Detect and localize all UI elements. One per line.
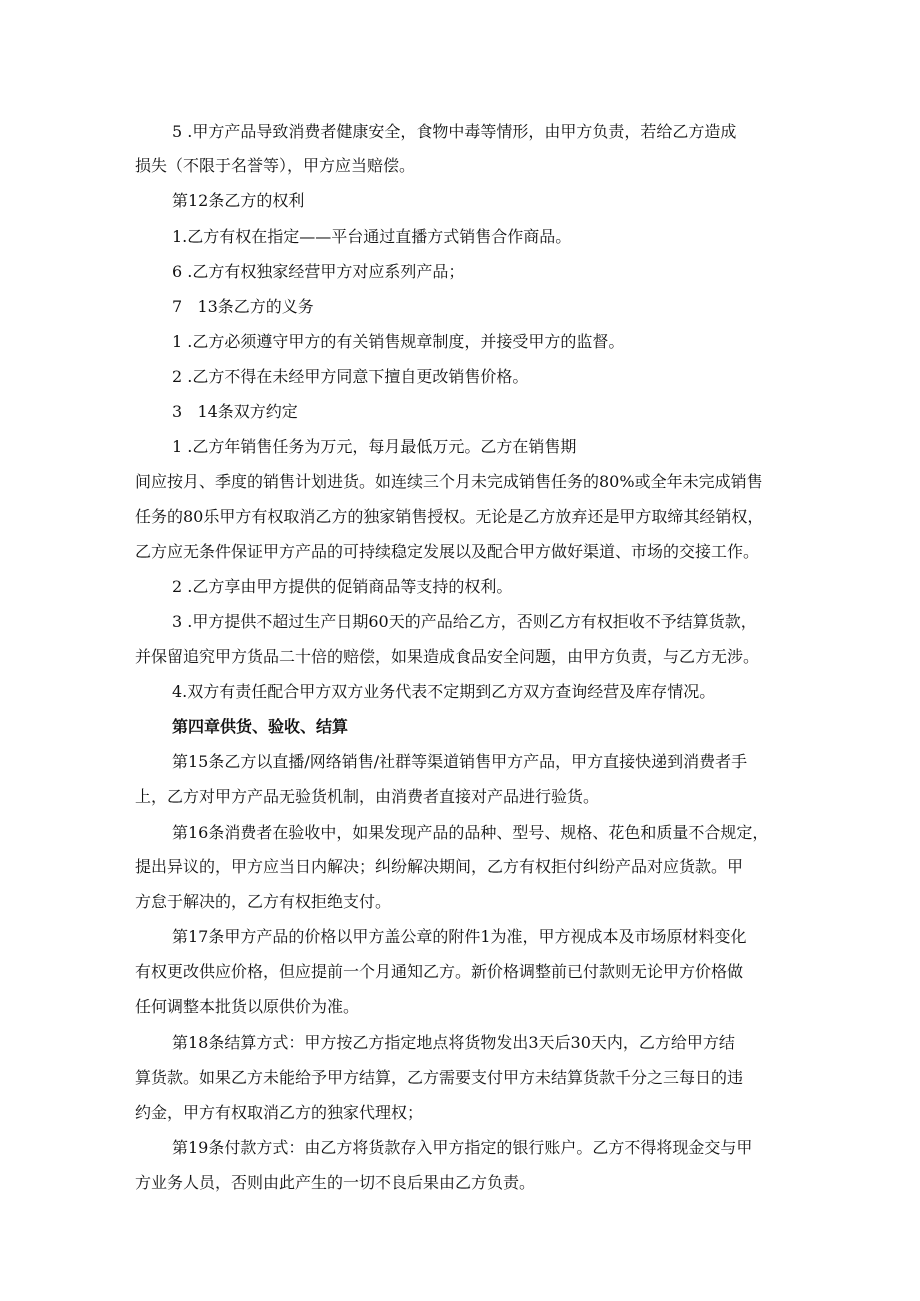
paragraph-line: 第15条乙方以直播/网络销售/社群等渠道销售甲方产品，甲方直接快递到消费者手 [172, 752, 748, 771]
paragraph-line: 2 .乙方不得在未经甲方同意下擅自更改销售价格。 [172, 367, 529, 386]
paragraph-line: 6 .乙方有权独家经营甲方对应系列产品； [172, 262, 465, 281]
paragraph-line: 1 .乙方必须遵守甲方的有关销售规章制度，并接受甲方的监督。 [172, 332, 625, 351]
paragraph-line: 损失（不限于名誉等），甲方应当赔偿。 [135, 156, 416, 175]
paragraph-line: 上，乙方对甲方产品无验货机制，由消费者直接对产品进行验货。 [135, 787, 600, 806]
paragraph-line: 第17条甲方产品的价格以甲方盖公章的附件1为准，甲方视成本及市场原材料变化 [172, 927, 747, 946]
paragraph-line: 并保留追究甲方货品二十倍的赔偿，如果造成食品安全问题，由甲方负责，与乙方无涉。 [135, 647, 760, 666]
paragraph-line: 第16条消费者在验收中，如果发现产品的品种、型号、规格、花色和质量不合规定， [172, 823, 769, 842]
paragraph-line: 有权更改供应价格，但应提前一个月通知乙方。新价格调整前已付款则无论甲方价格做 [135, 962, 744, 981]
paragraph-line: 任何调整本批货以原供价为准。 [135, 997, 360, 1016]
paragraph-line: 任务的80乐甲方有权取消乙方的独家销售授权。无论是乙方放弃还是甲方取缔其经销权， [135, 507, 764, 526]
paragraph-line: 方怠于解决的，乙方有权拒绝支付。 [135, 892, 392, 911]
paragraph-line: 提出异议的，甲方应当日内解决；纠纷解决期间，乙方有权拒付纠纷产品对应货款。甲 [135, 857, 744, 876]
paragraph-line: 2 .乙方享由甲方提供的促销商品等支持的权利。 [172, 577, 513, 596]
section-heading: 第12条乙方的权利 [172, 191, 305, 210]
paragraph-line: 4.双方有责任配合甲方双方业务代表不定期到乙方双方查询经营及库存情况。 [172, 682, 716, 701]
paragraph-line: 3 .甲方提供不超过生产日期60天的产品给乙方，否则乙方有权拒收不予结算货款， [172, 612, 757, 631]
paragraph-line: 第19条付款方式：由乙方将货款存入甲方指定的银行账户。乙方不得将现金交与甲 [172, 1138, 753, 1157]
paragraph-line: 乙方应无条件保证甲方产品的可持续稳定发展以及配合甲方做好渠道、市场的交接工作。 [135, 542, 760, 561]
paragraph-line: 算货款。如果乙方未能给予甲方结算，乙方需要支付甲方未结算货款千分之三每日的违 [135, 1068, 744, 1087]
section-heading: 3 14条双方约定 [172, 402, 298, 421]
paragraph-line: 方业务人员，否则由此产生的一切不良后果由乙方负责。 [135, 1173, 536, 1192]
paragraph-line: 间应按月、季度的销售计划进货。如连续三个月未完成销售任务的80%或全年未完成销售 [135, 472, 763, 491]
paragraph-line: 1.乙方有权在指定——平台通过直播方式销售合作商品。 [172, 227, 572, 246]
paragraph-line: 1 .乙方年销售任务为万元，每月最低万元。乙方在销售期 [172, 437, 577, 456]
chapter-heading: 第四章供货、验收、结算 [172, 717, 349, 736]
paragraph-line: 第18条结算方式：甲方按乙方指定地点将货物发出3天后30天内，乙方给甲方结 [172, 1033, 735, 1052]
paragraph-line: 5 .甲方产品导致消费者健康安全，食物中毒等情形，由甲方负责，若给乙方造成 [172, 122, 737, 141]
section-heading: 7 13条乙方的义务 [172, 297, 314, 316]
paragraph-line: 约金，甲方有权取消乙方的独家代理权； [135, 1103, 424, 1122]
